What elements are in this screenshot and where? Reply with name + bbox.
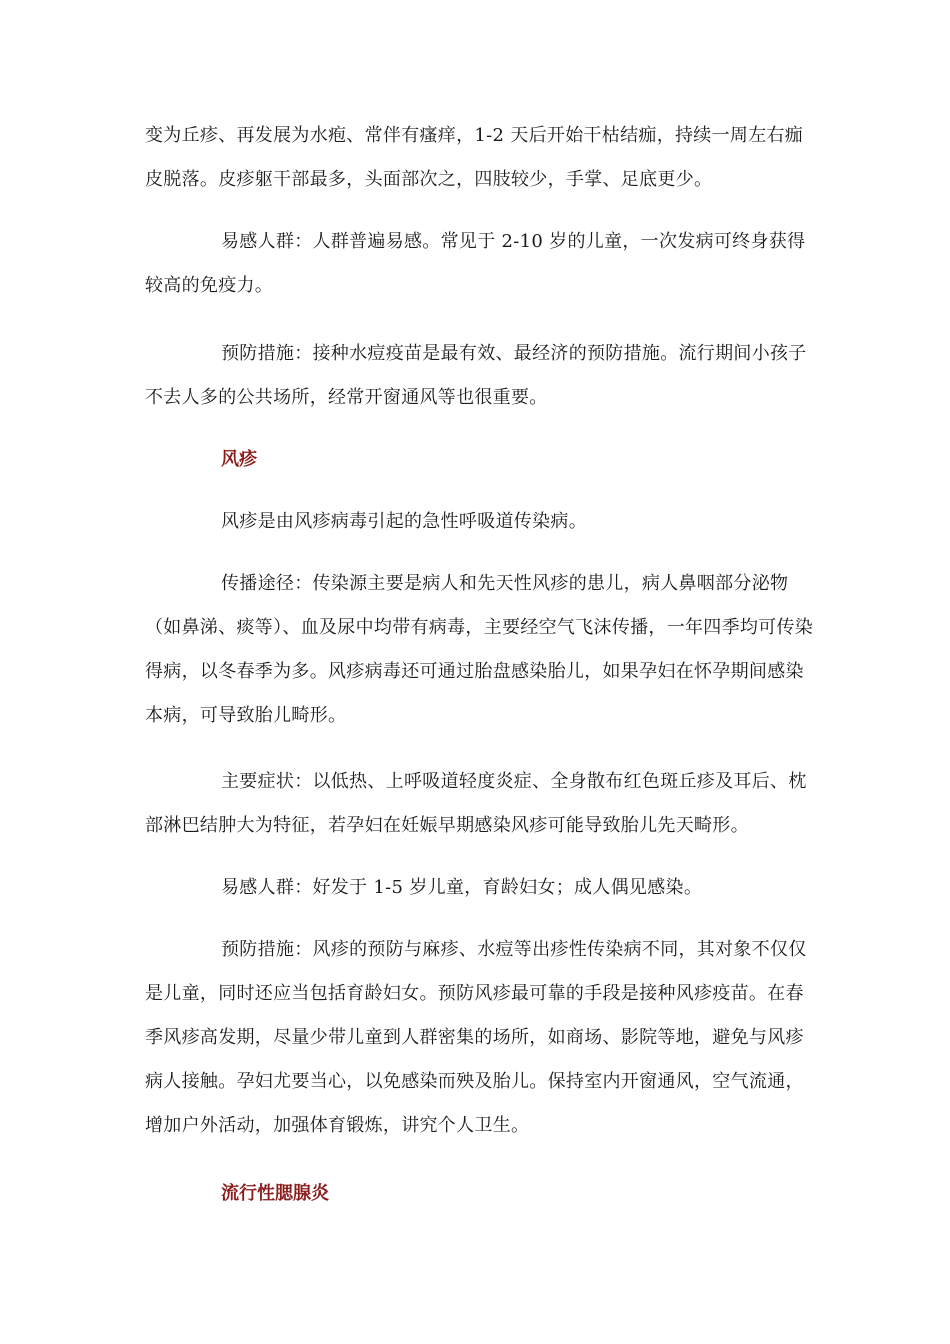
paragraph-rubella-prevention: 预防措施：风疹的预防与麻疹、水痘等出疹性传染病不同，其对象不仅仅是儿童，同时还应当包括育龄妇女。预防风疹最可靠的手段是接种风疹疫苗。在春季风疹高发期，尽量少带儿童到人群密集的场所，如商场、影院等地，避免与风疹病人接触。孕妇尤要当心，以免感染而殃及胎儿。保持室内开窗通风，空气流通，增加户外活动，加强体育锻炼，讲究个人卫生。 bbox=[145, 939, 807, 1136]
paragraph-rubella-susceptible: 易感人群：好发于 1-5 岁儿童，育龄妇女；成人偶见感染。 bbox=[221, 877, 703, 898]
section-heading-mumps: 流行性腮腺炎 bbox=[221, 1183, 329, 1204]
paragraph-rubella-transmission: 传播途径：传染源主要是病人和先天性风疹的患儿，病人鼻咽部分泌物（如鼻涕、痰等）、血及尿中均带有病毒，主要经空气飞沫传播，一年四季均可传染得病，以冬春季为多。风疹病毒还可通过胎盘感染胎儿，如果孕妇在怀孕期间感染本病，可导致胎儿畸形。 bbox=[145, 573, 814, 726]
section-heading-rubella: 风疹 bbox=[221, 449, 257, 470]
paragraph-chickenpox-prevention: 预防措施：接种水痘疫苗是最有效、最经济的预防措施。流行期间小孩子不去人多的公共场所，经常开窗通风等也很重要。 bbox=[145, 343, 807, 408]
paragraph-rubella-symptoms: 主要症状：以低热、上呼吸道轻度炎症、全身散布红色斑丘疹及耳后、枕部淋巴结肿大为特征，若孕妇在妊娠早期感染风疹可能导致胎儿先天畸形。 bbox=[145, 771, 807, 836]
paragraph-rubella-intro: 风疹是由风疹病毒引起的急性呼吸道传染病。 bbox=[221, 511, 587, 532]
paragraph-chickenpox-symptoms: 变为丘疹、再发展为水疱、常伴有瘙痒，1-2 天后开始干枯结痂，持续一周左右痂皮脱落。皮疹躯干部最多，头面部次之，四肢较少，手掌、足底更少。 bbox=[145, 125, 804, 190]
paragraph-chickenpox-susceptible: 易感人群：人群普遍易感。常见于 2-10 岁的儿童，一次发病可终身获得较高的免疫力。 bbox=[145, 231, 806, 296]
